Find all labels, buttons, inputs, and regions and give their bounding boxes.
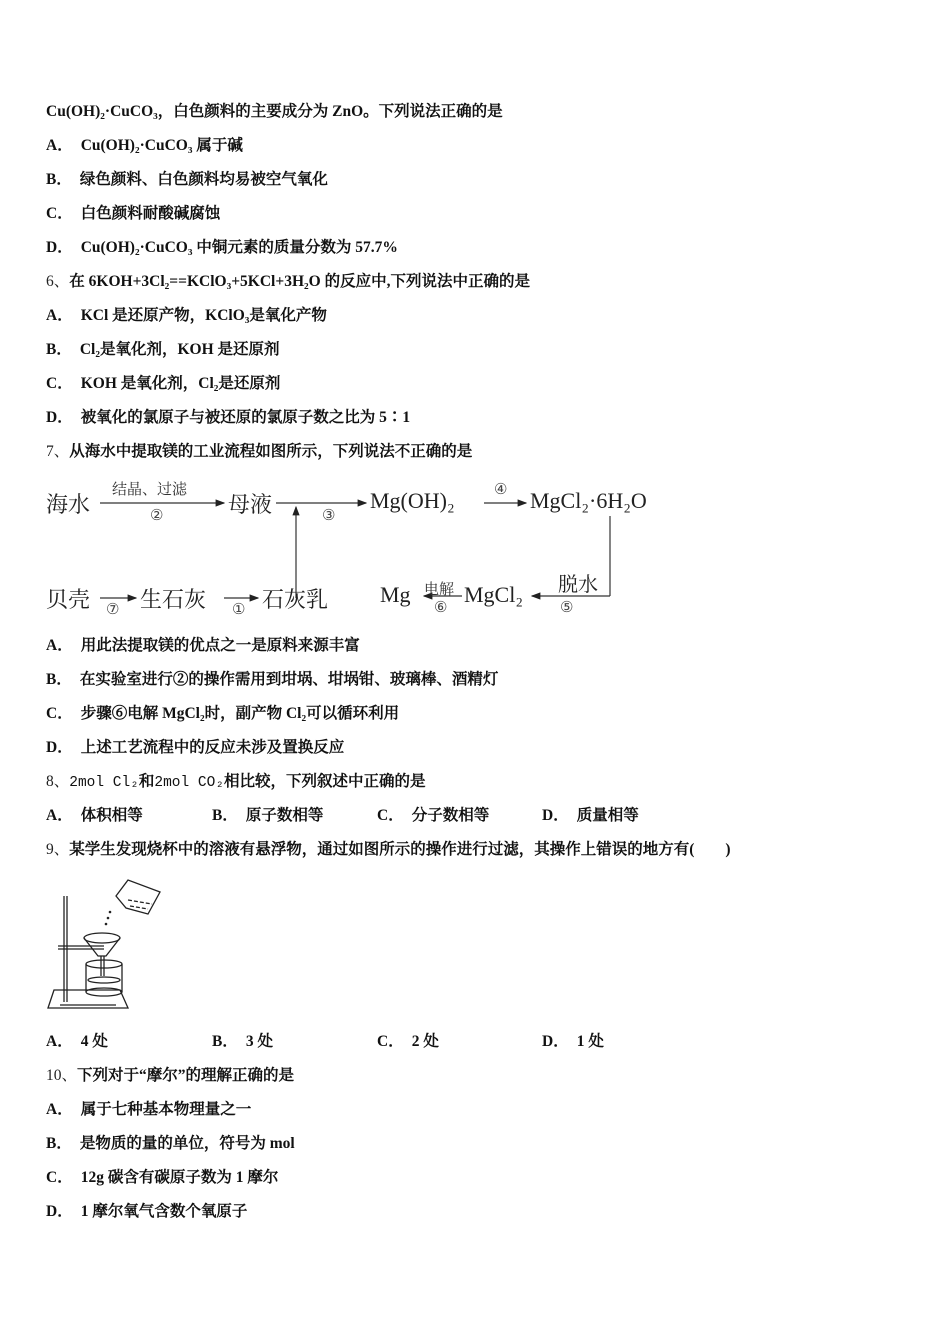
q6-stem: 6、在 6KOH+3Cl₂==KClO₃+5KCl+3H₂O 的反应中,下列说法中正确的是 [46,273,530,290]
question-number: 6、 [46,273,70,290]
magnesium-extraction-flowchart [44,476,684,621]
q8-option-a: A． 体积相等 [46,807,143,824]
step2-number: ② [150,508,164,524]
q9-option-b: B． 3 处 [212,1033,273,1050]
filtration-apparatus-icon [44,876,176,1016]
q10-option-a: A． 属于七种基本物理量之一 [46,1101,252,1118]
q6-option-a: A． KCl 是还原产物，KClO₃是氧化产物 [46,307,327,324]
question-number: 7、 [46,443,70,460]
q8-stem: 8、2mol Cl₂和2mol CO₂相比较，下列叙述中正确的是 [46,773,426,791]
q6-option-b: B． Cl₂是氧化剂，KOH 是还原剂 [46,341,280,358]
step4-number: ④ [494,482,508,498]
step5-number: ⑤ [560,600,574,616]
q7-option-a: A． 用此法提取镁的优点之一是原料来源丰富 [46,637,360,654]
mgoh2-label: Mg(OH)₂ [370,488,455,513]
step5-label: 脱水 [558,574,598,596]
q7-option-c: C． 步骤⑥电解 MgCl₂时，副产物 Cl₂可以循环利用 [46,705,400,722]
filtration-apparatus-figure [44,876,176,1016]
q10-option-c: C． 12g 碳含有碳原子数为 1 摩尔 [46,1169,279,1186]
q9-option-d: D． 1 处 [542,1033,604,1050]
q7-option-b: B． 在实验室进行②的操作需用到坩埚、坩埚钳、玻璃棒、酒精灯 [46,671,499,688]
q8-option-d: D． 质量相等 [542,807,639,824]
q6-option-c: C． KOH 是氧化剂，Cl₂是还原剂 [46,375,281,392]
q7-option-d: D． 上述工艺流程中的反应未涉及置换反应 [46,739,345,756]
question-number: 10、 [46,1067,78,1084]
question-number: 9、 [46,841,70,858]
shell-label: 贝壳 [46,587,91,612]
q9-stem: 9、某学生发现烧杯中的溶液有悬浮物，通过如图所示的操作进行过滤，其操作上错误的地方有( ) [46,841,731,858]
mgcl2-hexahydrate-label: MgCl₂·6H₂O [530,488,647,513]
mother-liquor-label: 母液 [228,492,273,517]
quicklime-label: 生石灰 [140,587,207,612]
q5-option-d: D． Cu(OH)₂·CuCO₃ 中铜元素的质量分数为 57.7% [46,239,398,256]
q9-option-c: C． 2 处 [377,1033,439,1050]
seawater-label: 海水 [46,492,91,517]
q5-stem [46,102,503,122]
mgcl2-label: MgCl₂ [464,582,524,607]
q6-equation: 6KOH+3Cl₂==KClO₃+5KCl+3H₂O [88,273,321,290]
q5-formula: Cu(OH)₂·CuCO₃ [46,103,158,120]
question-number: 8、 [46,773,70,790]
q8-option-c: C． 分子数相等 [377,807,490,824]
step7-number: ⑦ [106,602,120,618]
q10-stem: 10、下列对于“摩尔”的理解正确的是 [46,1067,295,1084]
q5-option-b: B． 绿色颜料、白色颜料均易被空气氧化 [46,171,328,188]
q5-option-c: C． 白色颜料耐酸碱腐蚀 [46,205,221,222]
q7-stem: 7、从海水中提取镁的工业流程如图所示，下列说法不正确的是 [46,443,473,460]
step6-number: ⑥ [434,600,448,616]
q5-option-a: A． Cu(OH)₂·CuCO₃ 属于碱 [46,137,243,154]
q10-option-d: D． 1 摩尔氧气含数个氧原子 [46,1203,248,1220]
q6-option-d: D． 被氧化的氯原子与被还原的氯原子数之比为 5∶1 [46,409,411,426]
step1-number: ① [232,602,246,618]
step3-number: ③ [322,508,336,524]
q9-option-a: A． 4 处 [46,1033,108,1050]
mg-label: Mg [380,582,411,607]
step2-label: 结晶、过滤 [112,482,188,498]
q8-option-b: B． 原子数相等 [212,807,324,824]
q5-stem-text: ，白色颜料的主要成分为 ZnO。下列说法正确的是 [157,103,503,120]
q10-option-b: B． 是物质的量的单位，符号为 mol [46,1135,295,1152]
lime-milk-label: 石灰乳 [262,587,329,612]
step6-label: 电解 [424,582,455,598]
